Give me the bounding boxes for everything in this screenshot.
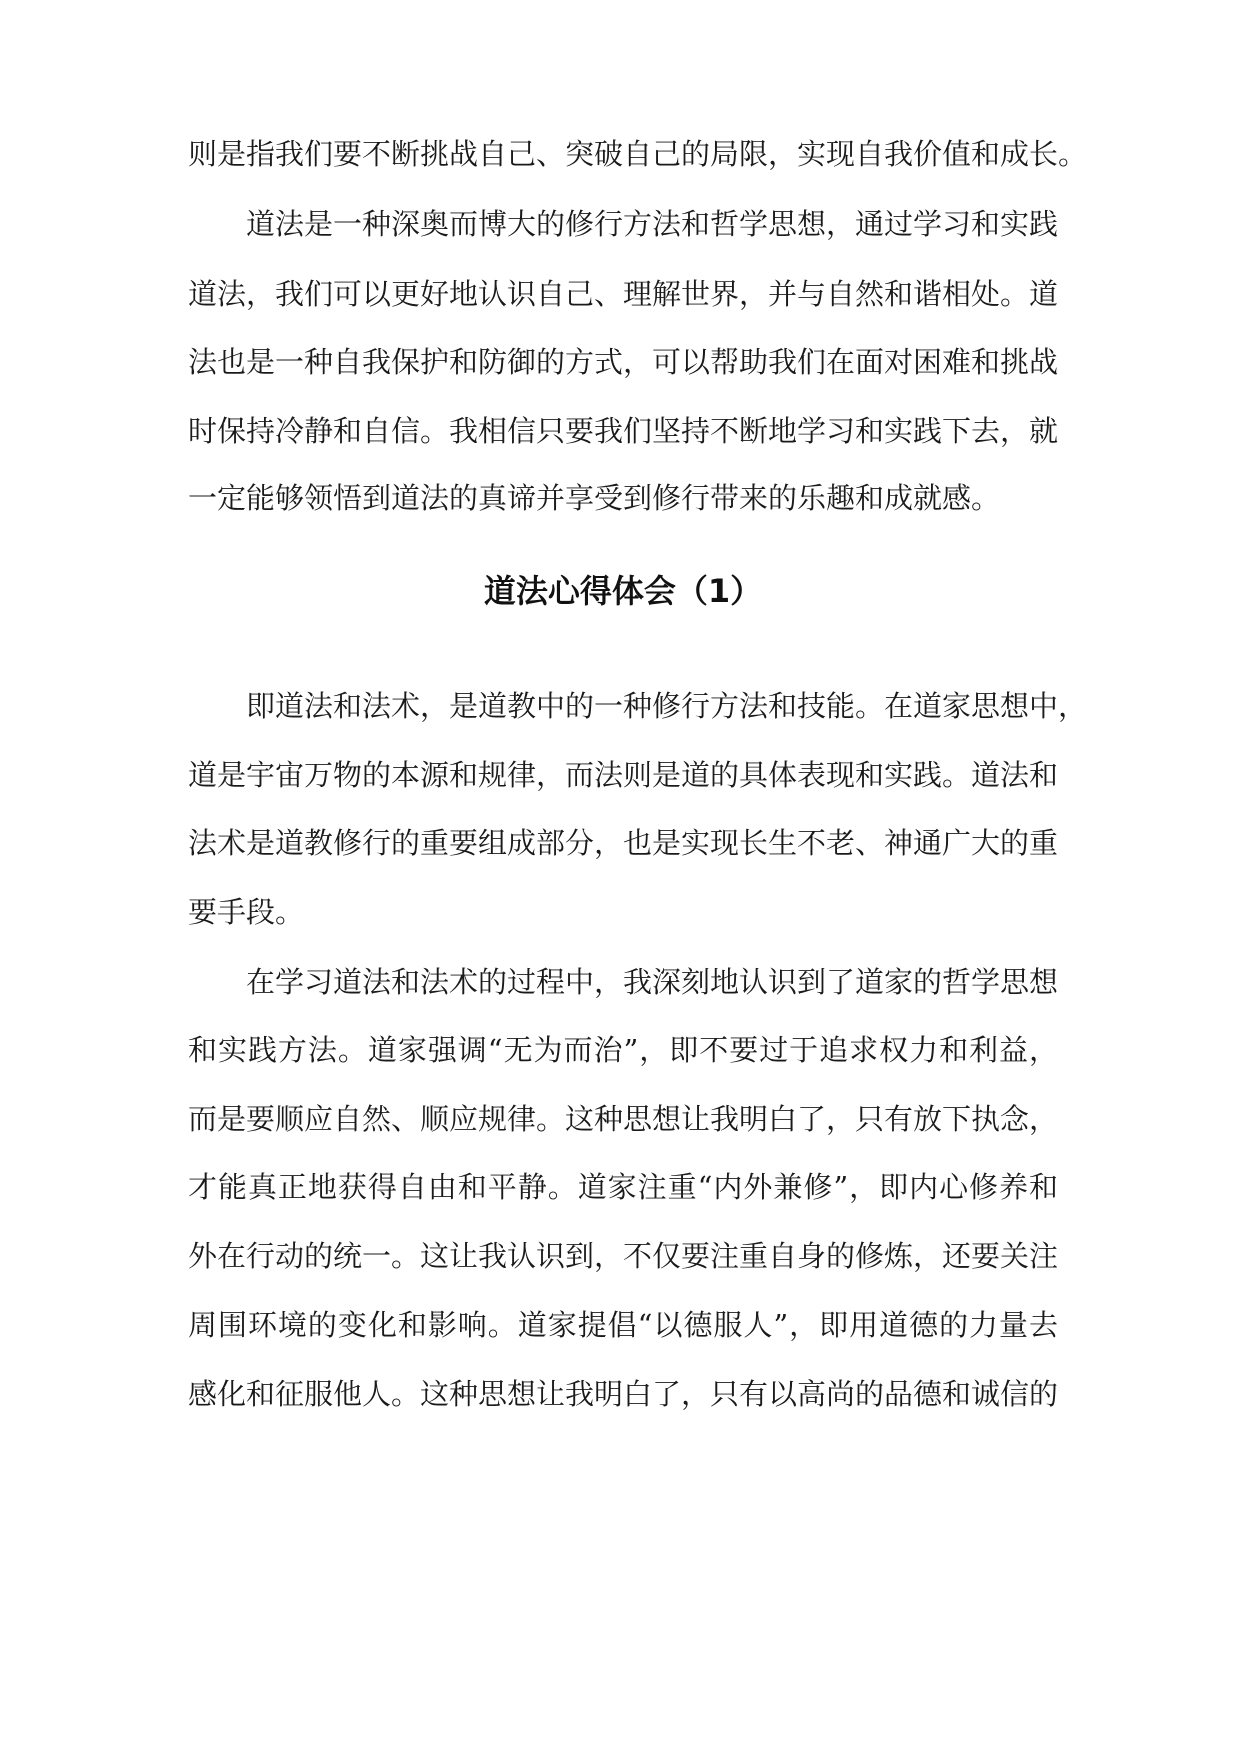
text-line: 法也是一种自我保护和防御的方式，可以帮助我们在面对困难和挑战 xyxy=(188,345,1059,379)
text-line: 要手段。 xyxy=(188,895,305,929)
text-line: 法术是道教修行的重要组成部分，也是实现长生不老、神通广大的重 xyxy=(188,826,1059,860)
text-line: 才能真正地获得自由和平静。道家注重“内外兼修”，即内心修养和 xyxy=(188,1170,1058,1204)
text-line: 在学习道法和法术的过程中，我深刻地认识到了道家的哲学思想 xyxy=(246,965,1059,999)
text-line: 即道法和法术，是道教中的一种修行方法和技能。在道家思想中， xyxy=(246,689,1088,723)
text-line: 外在行动的统一。这让我认识到，不仅要注重自身的修炼，还要关注 xyxy=(188,1239,1059,1273)
text-line: 道法，我们可以更好地认识自己、理解世界，并与自然和谐相处。道 xyxy=(188,277,1059,311)
text-line: 而是要顺应自然、顺应规律。这种思想让我明白了，只有放下执念， xyxy=(188,1102,1059,1136)
text-line: 道法是一种深奥而博大的修行方法和哲学思想，通过学习和实践 xyxy=(246,207,1059,241)
text-line: 一定能够领悟到道法的真谛并享受到修行带来的乐趣和成就感。 xyxy=(188,481,1001,515)
text-line: 则是指我们要不断挑战自己、突破自己的局限，实现自我价值和成长。 xyxy=(188,137,1088,171)
text-line: 和实践方法。道家强调“无为而治”，即不要过于追求权力和利益， xyxy=(188,1033,1058,1067)
text-line: 道是宇宙万物的本源和规律，而法则是道的具体表现和实践。道法和 xyxy=(188,758,1059,792)
section-title: 道法心得体会（1） xyxy=(483,572,763,610)
text-line: 时保持冷静和自信。我相信只要我们坚持不断地学习和实践下去，就 xyxy=(188,414,1059,448)
text-line: 感化和征服他人。这种思想让我明白了，只有以高尚的品德和诚信的 xyxy=(188,1377,1059,1411)
text-line: 周围环境的变化和影响。道家提倡“以德服人”，即用道德的力量去 xyxy=(188,1308,1058,1342)
